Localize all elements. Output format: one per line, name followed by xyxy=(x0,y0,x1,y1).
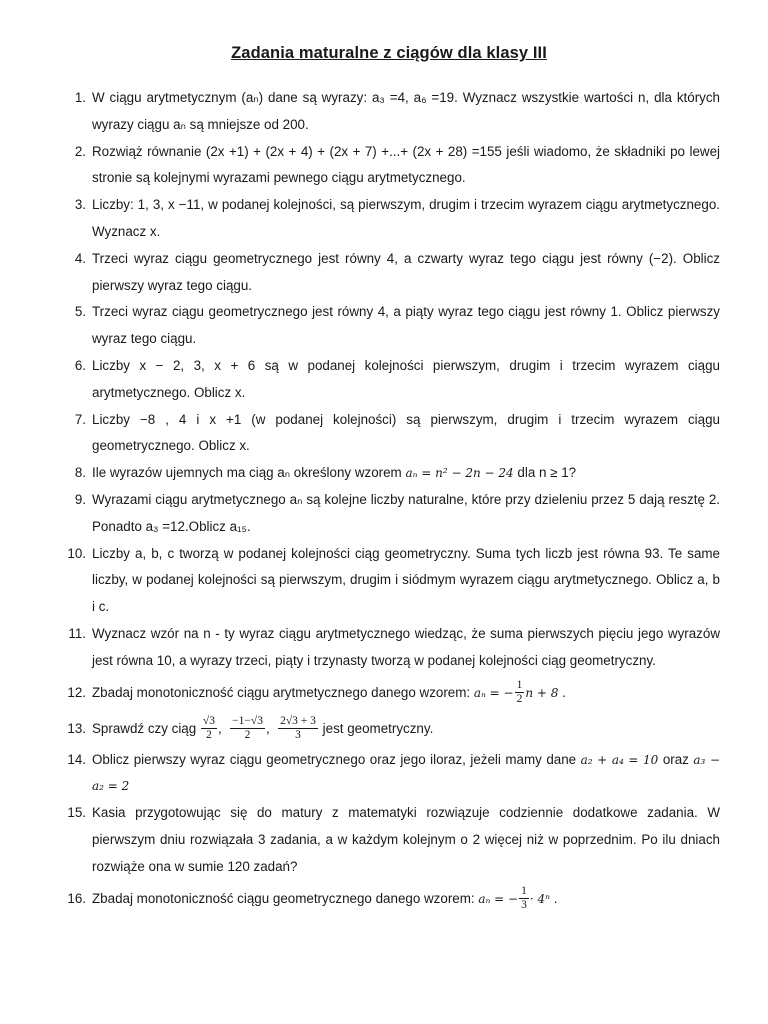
fraction-denominator: 2 xyxy=(244,729,251,742)
task-item xyxy=(58,139,720,193)
task-number: 6. xyxy=(74,357,86,373)
fraction xyxy=(515,679,525,706)
fraction xyxy=(519,885,529,912)
task-number: 2. xyxy=(74,143,86,159)
task-item xyxy=(58,800,720,880)
task-item xyxy=(58,621,720,675)
task-text-pre: Oblicz pierwszy wyraz ciągu geometrycznego oraz jego iloraz, jeżeli mamy dane xyxy=(92,751,581,767)
task-item xyxy=(58,747,720,801)
task-item xyxy=(58,299,720,353)
task-number: 15. xyxy=(67,805,86,821)
task-number: 14. xyxy=(67,751,86,767)
task-text: Liczby x − 2, 3, x + 6 są w podanej kolejności pierwszym, drugim i trzecim wyrazem ciągu arytmetycznego. Oblicz x. xyxy=(92,357,720,400)
given-formula-1: a₂ + a₄ = 10 xyxy=(580,752,659,767)
task-number: 16. xyxy=(67,890,86,906)
fraction-numerator: 1 xyxy=(516,679,523,692)
task-item xyxy=(58,460,720,487)
fraction-denominator: 2 xyxy=(206,729,212,742)
fraction-term-3 xyxy=(278,715,318,742)
task-number: 3. xyxy=(74,197,86,213)
task-text: Kasia przygotowując się do matury z matematyki rozwiązuje codziennie dodatkowe zadania. W pierwszym dniu rozwiązała 3 zadania, a w każdym kolejnym o 2 więcej niż w poprzednim. Po ilu dniach rozwiąże ona w sumie 120 zadań? xyxy=(92,805,720,874)
task-item xyxy=(58,353,720,407)
task-list xyxy=(58,85,720,917)
task-number: 1. xyxy=(74,90,86,105)
formula-lhs: aₙ = − xyxy=(473,685,514,700)
task-text: Liczby a, b, c tworzą w podanej kolejności ciąg geometryczny. Suma tych liczb jest równa 93. Te same liczby, w podanej kolejności są pierwszym, drugim i siódmym wyrazem ciągu arytmetycznego. Oblicz a, b i c. xyxy=(92,545,720,615)
task-item xyxy=(58,541,720,621)
task-text: Sprawdź czy ciąg $\frac{√3}{2}$ , $\frac{-1-√3}{2}$ , $\frac{2√3 + 3}{3}$ jest geometryczny. xyxy=(92,715,434,742)
task-item xyxy=(58,487,720,541)
task-item xyxy=(58,675,720,711)
fraction-denominator: 2 xyxy=(516,693,523,706)
task-item xyxy=(58,711,720,747)
fraction-numerator: −1−√3 xyxy=(232,715,263,728)
fraction-numerator: √3 xyxy=(202,715,215,728)
fraction-term-1 xyxy=(201,715,217,742)
task-text: W ciągu arytmetycznym (aₙ) dane są wyrazy: a₃ =4, a₆ =19. Wyznacz wszystkie wartości n, dla których wyrazy ciągu aₙ są mniejsze od 200. xyxy=(92,90,720,132)
fraction-numerator: 1 xyxy=(521,885,527,898)
task-text: Liczby −8 , 4 i x +1 (w podanej kolejności) są pierwszym, drugim i trzecim wyrazem ciągu geometrycznego. Oblicz x. xyxy=(92,411,720,454)
task-item xyxy=(58,85,720,139)
task-text-pre: Ile wyrazów ujemnych ma ciąg aₙ określony wzorem xyxy=(92,465,406,481)
task-text: Trzeci wyraz ciągu geometrycznego jest równy 4, a piąty wyraz tego ciągu jest równy 1. Oblicz pierwszy wyraz tego ciągu. xyxy=(92,304,720,347)
task-number: 7. xyxy=(74,411,86,427)
formula-rest: · 4ⁿ xyxy=(529,891,550,906)
task-text-post: jest geometryczny. xyxy=(318,720,434,736)
task-number: 8. xyxy=(74,465,86,481)
fraction-denominator: 3 xyxy=(521,899,527,912)
fraction-denominator: 3 xyxy=(295,729,301,742)
task-text: Rozwiąż równanie (2x +1) + (2x + 4) + (2x + 7) +...+ (2x + 28) =155 jeśli wiadomo, że składniki po lewej stronie są kolejnymi wyrazami pewnego ciągu arytmetycznego. xyxy=(92,143,720,186)
task-number: 13. xyxy=(67,720,86,736)
task-text-pre: Sprawdź czy ciąg xyxy=(92,720,200,736)
given-formula-2: a₃ − a₂ = 2 xyxy=(92,752,721,794)
task-text-mid: oraz xyxy=(658,751,694,767)
task-text xyxy=(92,675,720,711)
task-item xyxy=(58,881,720,917)
task-text: Wyznacz wzór na n - ty wyraz ciągu arytmetycznego wiedząc, że suma pierwszych pięciu jego wyrazów jest równa 10, a wyrazy trzeci, piąty i trzynasty tworzą w podanej kolejności ciąg geometryczny. xyxy=(92,625,720,668)
task-number: 5. xyxy=(74,304,86,320)
task-number: 10. xyxy=(67,545,86,561)
task-text-post: . xyxy=(558,684,566,700)
task-number: 4. xyxy=(74,250,86,266)
task-item xyxy=(58,246,720,300)
task-text-pre: Zbadaj monotoniczność ciągu geometrycznego danego wzorem: xyxy=(92,890,479,906)
task-text: Liczby: 1, 3, x −11, w podanej kolejności, są pierwszym, drugim i trzecim wyrazem ciągu arytmetycznego. Wyznacz x. xyxy=(92,197,720,239)
task-text xyxy=(92,881,720,917)
task-number: 11. xyxy=(68,625,86,641)
document-title: Zadania maturalne z ciągów dla klasy III xyxy=(231,44,547,62)
task-text: Wyrazami ciągu arytmetycznego aₙ są kolejne liczby naturalne, które przy dzieleniu przez 5 dają resztę 2. Ponadto a₃ =12.Oblicz a₁₅. xyxy=(92,491,720,534)
task-number: 12. xyxy=(67,684,86,700)
task-text-post: . xyxy=(549,890,558,906)
task-text xyxy=(92,460,720,487)
task-item xyxy=(58,192,720,246)
task-text: Trzeci wyraz ciągu geometrycznego jest równy 4, a czwarty wyraz tego ciągu jest równy (−2). Oblicz pierwszy wyraz tego ciągu. xyxy=(92,250,720,293)
task-text-post: dla n ≥ 1? xyxy=(513,465,577,481)
fraction-numerator: 2√3 + 3 xyxy=(280,715,316,728)
fraction-term-2 xyxy=(230,715,265,742)
formula-lhs: aₙ = − xyxy=(478,891,519,906)
task-text-pre: Zbadaj monotoniczność ciągu arytmetycznego danego wzorem: xyxy=(92,684,474,700)
sequence-formula: aₙ = n² − 2n − 24 xyxy=(405,466,514,481)
task-text xyxy=(92,747,720,801)
task-number: 9. xyxy=(74,491,86,507)
formula-rest: n + 8 xyxy=(525,685,559,700)
task-item xyxy=(58,407,720,461)
